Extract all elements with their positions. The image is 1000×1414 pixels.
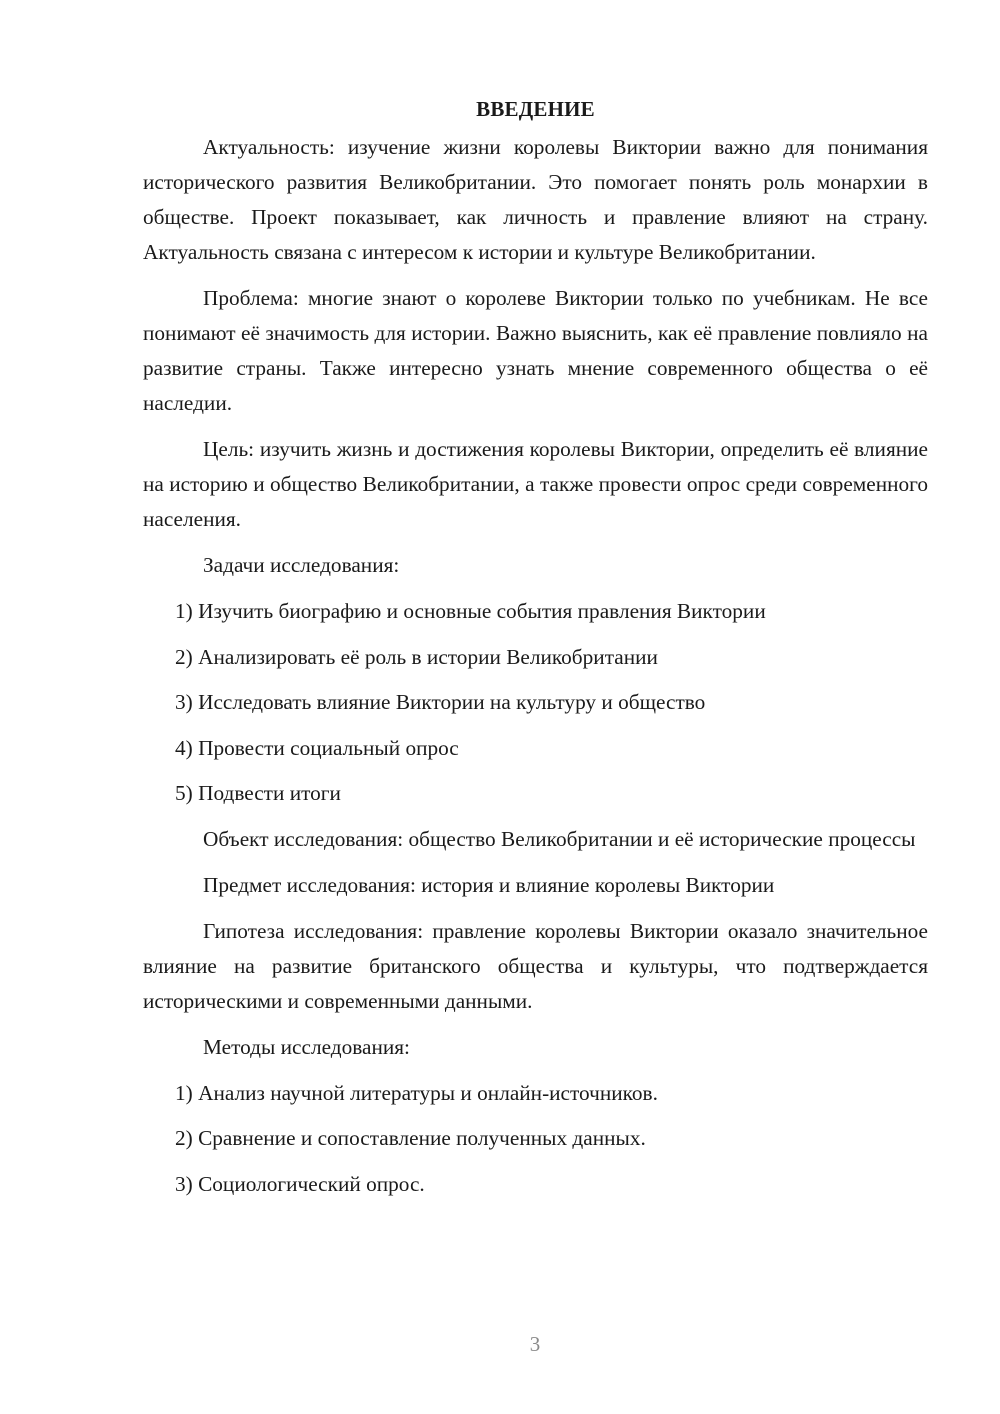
- tasks-heading: Задачи исследования:: [203, 553, 400, 577]
- tasks-list: [143, 594, 928, 811]
- methods-heading: Методы исследования:: [203, 1034, 410, 1059]
- paragraph-problem: Проблема: многие знают о королеве Виктории только по учебникам. Не все понимают её значимость для истории. Важно выяснить, как её правление повлияло на развитие страны. Также интересно узнать мнение современного общества о её наследии.: [143, 286, 928, 415]
- section-heading: ВВЕДЕНИЕ: [476, 97, 595, 121]
- list-item: 2) Сравнение и сопоставление полученных данных.: [175, 1126, 646, 1150]
- list-item: 2) Анализировать её роль в истории Великобритании: [175, 644, 658, 669]
- list-item: 1) Анализ научной литературы и онлайн-источников.: [175, 1080, 658, 1105]
- list-item: 1) Изучить биографию и основные события правления Виктории: [175, 599, 766, 623]
- list-item: 3) Исследовать влияние Виктории на культуру и общество: [175, 690, 706, 714]
- paragraph-object: Объект исследования: общество Великобритании и её исторические процессы: [203, 826, 916, 851]
- paragraph-goal: Цель: изучить жизнь и достижения королевы Виктории, определить её влияние на историю и общество Великобритании, а также провести опрос среди современного населения.: [143, 437, 928, 531]
- list-item: 4) Провести социальный опрос: [175, 735, 459, 760]
- document-page: [143, 92, 928, 1212]
- list-item: 3) Социологический опрос.: [175, 1171, 425, 1196]
- methods-list: [143, 1076, 928, 1202]
- paragraph-relevance: Актуальность: изучение жизни королевы Виктории важно для понимания исторического развития Великобритании. Это помогает понять роль монархии в обществе. Проект показывает, как личность и правление влияют на страну. Актуальность связана с интересом к истории и культуре Великобритании.: [143, 135, 928, 264]
- paragraph-subject: Предмет исследования: история и влияние королевы Виктории: [203, 872, 775, 897]
- page-number: 3: [529, 1332, 541, 1356]
- list-item: 5) Подвести итоги: [175, 781, 341, 805]
- paragraph-hypothesis: Гипотеза исследования: правление королевы Виктории оказало значительное влияние на развитие британского общества и культуры, что подтверждается историческими и современными данными.: [143, 918, 928, 1013]
